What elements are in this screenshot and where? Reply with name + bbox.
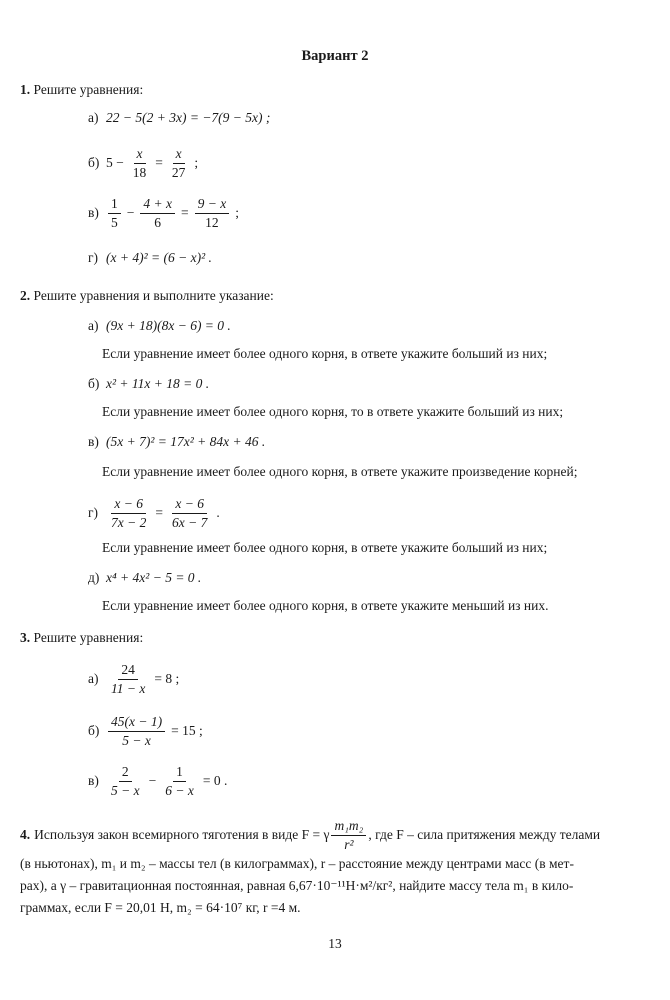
task-2-item-d — [88, 570, 201, 586]
task-1-number: 1. — [20, 82, 31, 97]
task-4-line-1 — [20, 818, 610, 852]
task-2-note-a: Если уравнение имеет более одного корня, в ответе укажите больший из них; — [102, 346, 548, 361]
task-3-item-a — [88, 662, 179, 696]
fraction — [108, 196, 121, 230]
item-label: г) — [88, 505, 99, 521]
task-1-text: Решите уравнения: — [33, 82, 144, 97]
denominator: 27 — [171, 164, 186, 180]
equation: (5x + 7)² = 17x² + 84x + 46 . — [106, 434, 266, 449]
minus-sign: − — [126, 205, 135, 221]
item-label: б) — [88, 155, 100, 171]
task-4-text-a: Используя закон всемирного тяготения в виде F = γ — [34, 827, 330, 843]
fraction — [169, 496, 210, 530]
denominator: 6 — [154, 214, 162, 230]
task-2-text: Решите уравнения и выполните указание: — [33, 288, 274, 303]
fraction — [108, 662, 148, 696]
equals-sign: = — [180, 205, 189, 221]
task-2-item-a — [88, 318, 231, 334]
equation: (9x + 18)(8x − 6) = 0 . — [106, 318, 231, 333]
item-label: б) — [88, 723, 100, 739]
equation-tail: = 8 ; — [154, 671, 180, 687]
task-1-item-a — [88, 110, 270, 126]
item-label: а) — [88, 671, 99, 687]
task-4-number: 4. — [20, 827, 31, 843]
minus-sign: − — [148, 773, 157, 789]
denominator: 6x − 7 — [171, 514, 208, 530]
numerator: x — [134, 146, 146, 164]
task-4-line-4: граммах, если F = 20,01 Н, m₂ = 64·10⁷ кг, r =4 м. — [20, 900, 301, 915]
item-label: г) — [88, 250, 99, 265]
task-3-item-b — [88, 714, 203, 748]
task-2-number: 2. — [20, 288, 31, 303]
equation-lead: 5 − — [106, 155, 124, 171]
task-3-item-v — [88, 764, 227, 798]
numerator: 4 + x — [140, 196, 175, 214]
task-4-line-2: (в ньютонах), m₁ и m₂ – массы тел (в килограммах), r – расстояние между центрами масс (в мет- — [20, 856, 574, 871]
equation-tail: ; — [194, 155, 199, 171]
item-label: д) — [88, 570, 100, 585]
page-title: Вариант 2 — [301, 48, 369, 64]
fraction — [169, 146, 189, 180]
numerator: 2 — [119, 764, 132, 782]
task-2-item-b — [88, 376, 209, 392]
task-3-text: Решите уравнения: — [33, 630, 144, 645]
denominator: 11 − x — [111, 680, 146, 696]
equation-tail: ; — [235, 205, 239, 221]
equation-tail: . — [216, 505, 220, 521]
item-label: в) — [88, 773, 99, 789]
denominator: 5 — [111, 214, 118, 230]
equation: (x + 4)² = (6 − x)² . — [106, 250, 212, 265]
denominator: r² — [344, 836, 354, 852]
equation-tail: = 0 . — [202, 773, 228, 789]
equation: 22 − 5(2 + 3x) = −7(9 − 5x) ; — [106, 110, 271, 125]
item-label: б) — [88, 376, 100, 391]
numerator: x − 6 — [172, 496, 207, 514]
fraction — [162, 764, 197, 798]
denominator: 12 — [205, 214, 219, 230]
denominator: 18 — [132, 164, 147, 180]
numerator: m₁m₂ — [331, 818, 366, 836]
equation: x² + 11x + 18 = 0 . — [106, 376, 210, 391]
equation: x⁴ + 4x² − 5 = 0 . — [106, 570, 202, 585]
item-label: в) — [88, 205, 99, 221]
task-2-note-v: Если уравнение имеет более одного корня, в ответе укажите произведение корней; — [102, 464, 578, 479]
page-number: 13 — [328, 936, 342, 951]
task-1-item-v — [88, 196, 239, 230]
task-2-heading — [20, 288, 274, 304]
item-label: а) — [88, 110, 99, 125]
equation-tail: = 15 ; — [171, 723, 203, 739]
numerator: 45(x − 1) — [108, 714, 165, 732]
item-label: а) — [88, 318, 99, 333]
task-2-note-b: Если уравнение имеет более одного корня, то в ответе укажите больший из них; — [102, 404, 564, 419]
fraction — [140, 196, 175, 230]
item-label: в) — [88, 434, 99, 449]
gravity-formula-fraction — [331, 818, 366, 852]
task-1-item-b — [88, 146, 198, 180]
numerator: x — [173, 146, 185, 164]
numerator: 24 — [118, 662, 138, 680]
task-4-line-3: рах), а γ – гравитационная постоянная, равная 6,67·10⁻¹¹Н·м²/кг², найдите массу тела m₁ в кило- — [20, 878, 574, 893]
denominator: 6 − x — [165, 782, 194, 798]
denominator: 5 − x — [122, 732, 151, 748]
equals-sign: = — [155, 155, 163, 171]
fraction — [130, 146, 150, 180]
task-2-note-g: Если уравнение имеет более одного корня, в ответе укажите больший из них; — [102, 540, 548, 555]
numerator: x − 6 — [111, 496, 146, 514]
denominator: 5 − x — [111, 782, 140, 798]
equals-sign: = — [155, 505, 163, 521]
task-2-item-g — [88, 496, 220, 530]
task-2-note-d: Если уравнение имеет более одного корня, в ответе укажите меньший из них. — [102, 598, 549, 613]
numerator: 1 — [108, 196, 121, 214]
denominator: 7x − 2 — [111, 514, 147, 530]
fraction — [195, 196, 230, 230]
fraction — [108, 714, 165, 748]
task-3-number: 3. — [20, 630, 31, 645]
fraction — [108, 496, 149, 530]
task-3-heading — [20, 630, 143, 646]
task-1-heading — [20, 82, 143, 98]
fraction — [108, 764, 143, 798]
numerator: 1 — [173, 764, 186, 782]
task-1-item-g — [88, 250, 212, 266]
task-4-text-b: , где F – сила притяжения между телами — [368, 827, 601, 843]
numerator: 9 − x — [195, 196, 230, 214]
task-2-item-v — [88, 434, 265, 450]
